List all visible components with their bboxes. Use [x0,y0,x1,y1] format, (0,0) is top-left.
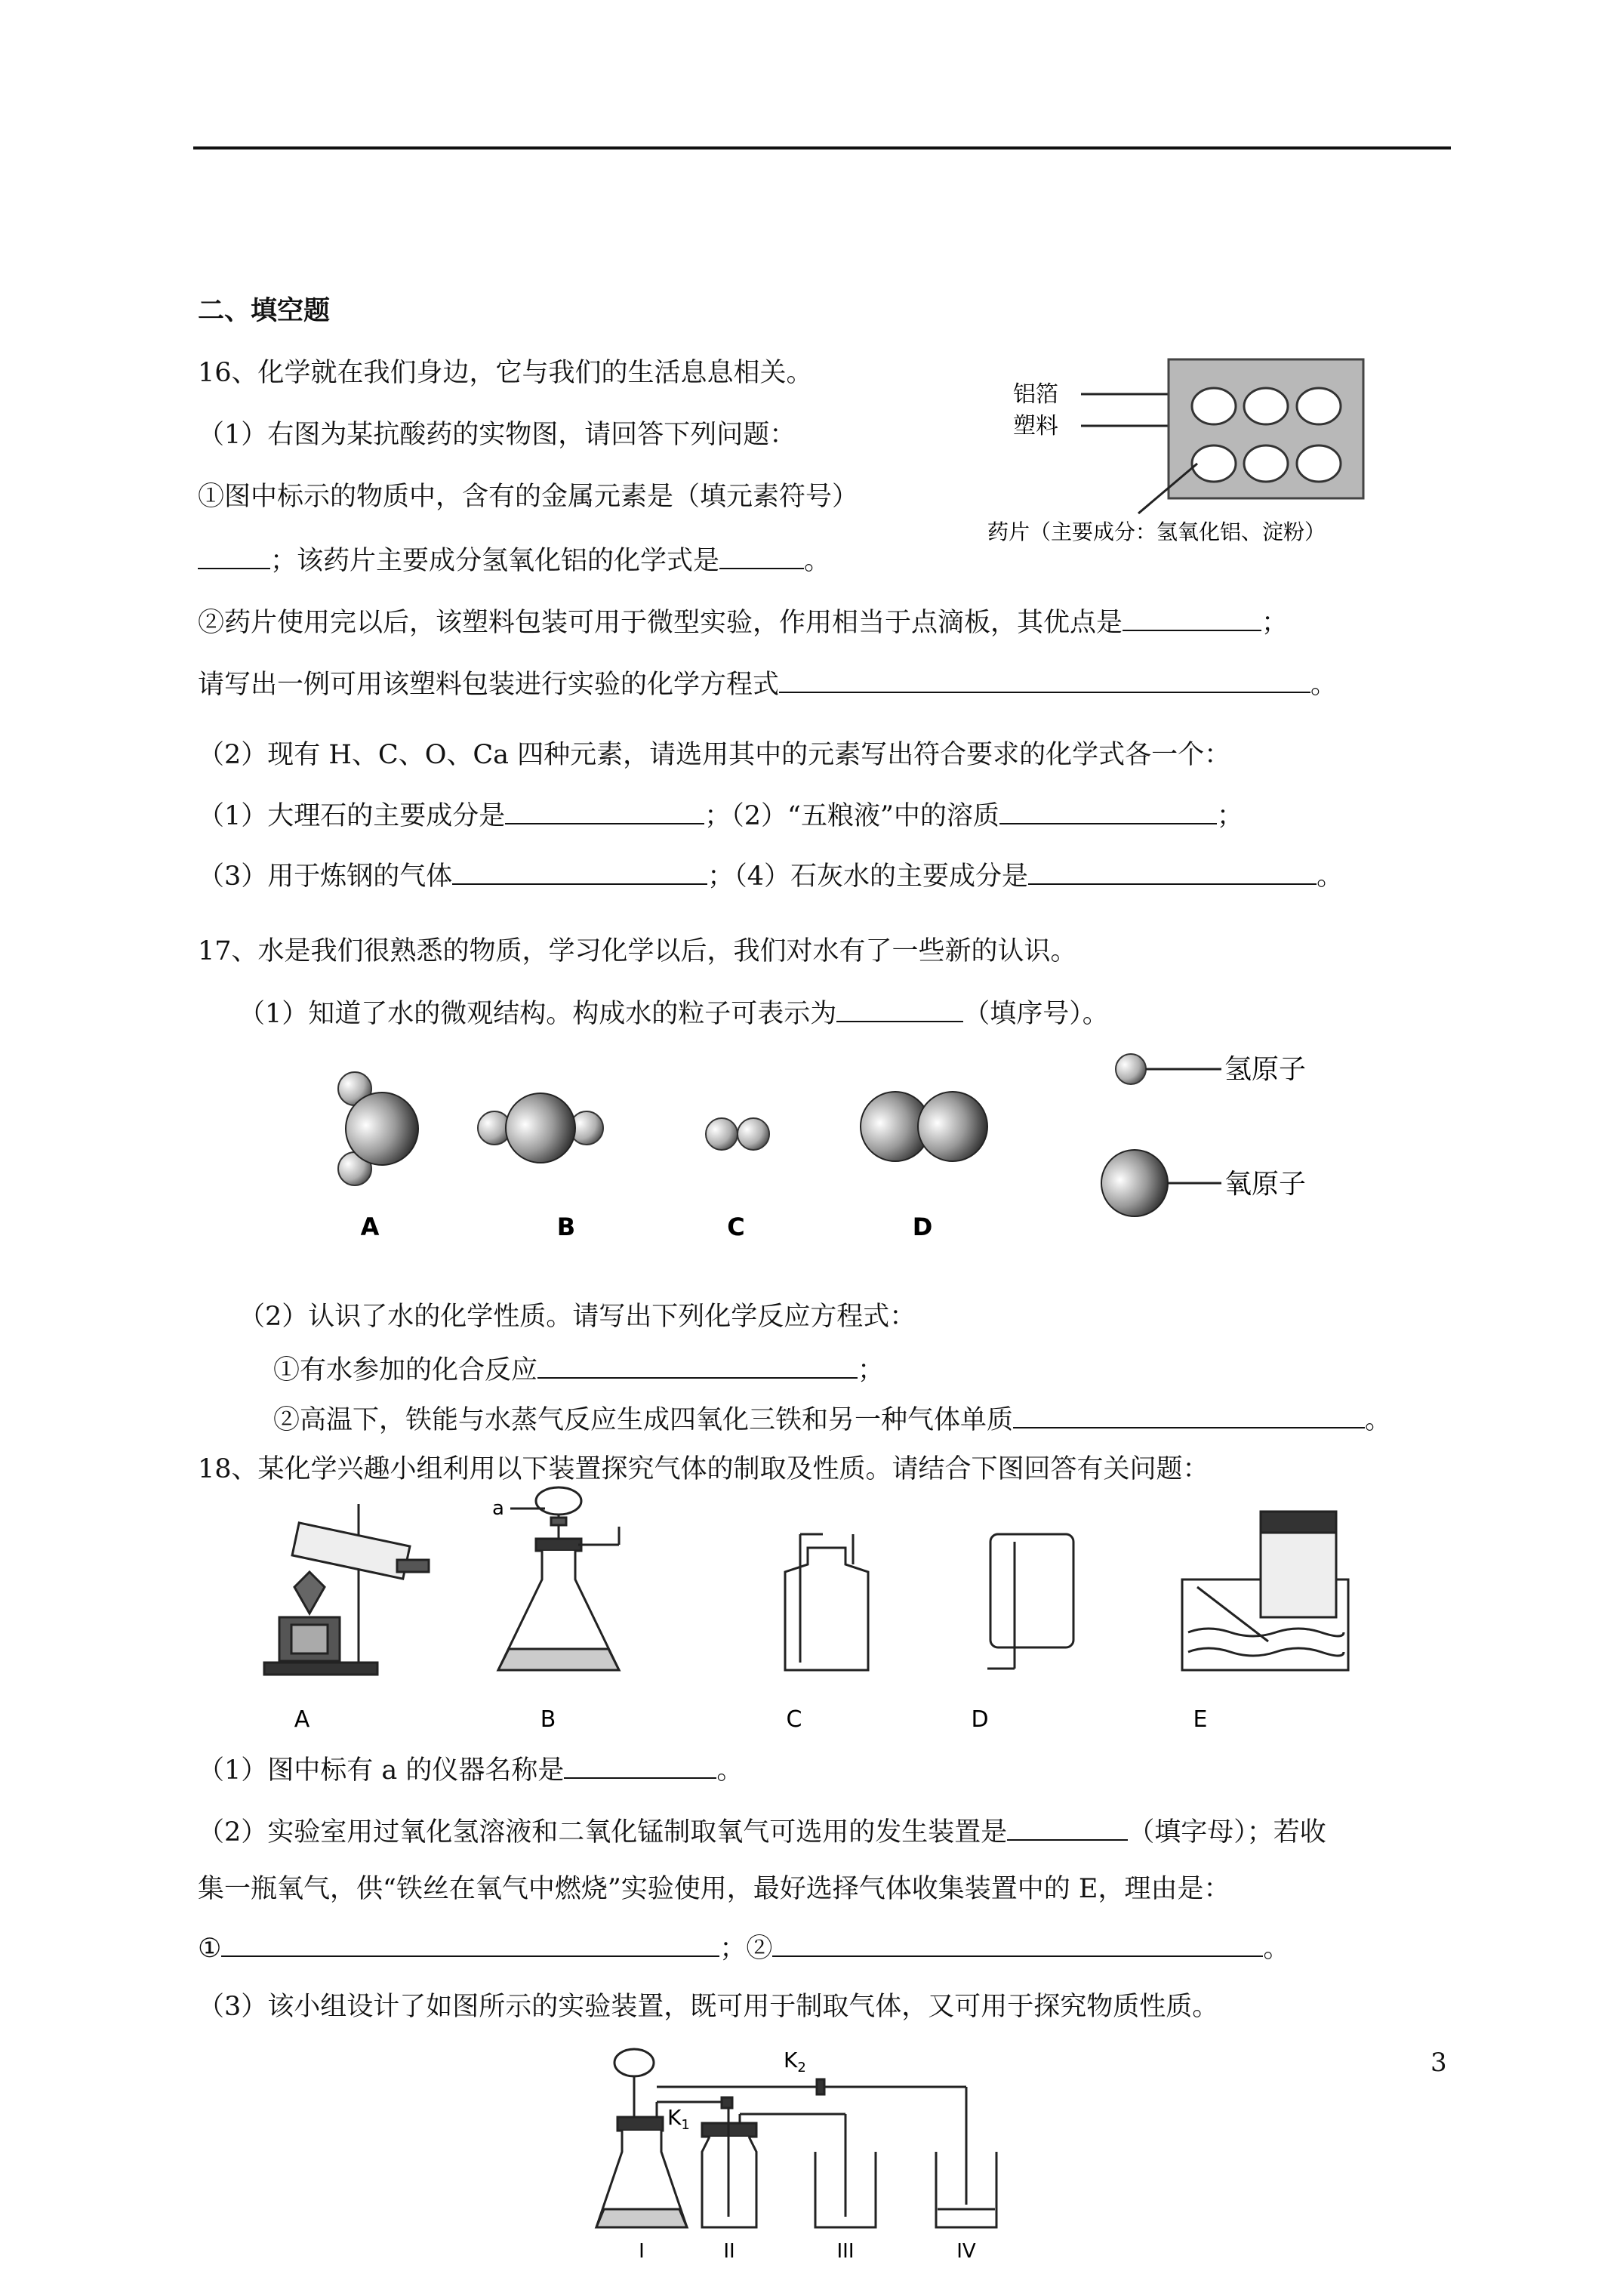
q18-part2-reasons: ① ；② 。 [198,1930,1289,1965]
apparatus-e [1182,1512,1348,1670]
q17-stem: 17、水是我们很熟悉的物质，学习化学以后，我们对水有了一些新的认识。 [198,936,1077,966]
q18-part3: （3）该小组设计了如图所示的实验装置，既可用于制取气体，又可用于探究物质性质。 [198,1992,1219,2022]
q18-part1: （1）图中标有 a 的仪器名称是 。 [198,1752,743,1787]
q17-item2: ②高温下，铁能与水蒸气反应生成四氧化三铁和另一种气体单质 。 [273,1401,1391,1437]
answer-blank[interactable] [1013,1401,1365,1428]
q16-part1: （1）右图为某抗酸药的实物图，请回答下列问题： [198,420,796,450]
q16-item1: ①图中标示的物质中，含有的金属元素是（填元素符号） [198,482,859,512]
q17-part1: （1）知道了水的微观结构。构成水的粒子可表示为 （填序号）。 [239,995,1109,1031]
apparatus-b-label: B [540,1706,556,1733]
valve-k2-label: $K_2$ [784,2048,806,2076]
q16-item3: 请写出一例可用该塑料包装进行实验的化学方程式 。 [198,666,1337,701]
molecule-b [506,1093,575,1163]
water-molecule-figure [302,1034,1404,1271]
q16-item1-cont: ；该药片主要成分氢氧化铝的化学式是 。 [198,542,830,578]
answer-blank[interactable] [537,1351,858,1379]
instrument-a-marker: a [492,1497,504,1520]
legend-hydrogen-atom [1116,1054,1146,1084]
combined-apparatus-figure [589,2039,1012,2268]
answer-blank[interactable] [719,542,804,569]
legend-oxygen-label: 氧原子 [1224,1169,1307,1200]
device-2-label: II [723,2240,735,2263]
option-a-label: A [360,1213,380,1241]
q16-sub34: （3）用于炼钢的气体 ；（4）石灰水的主要成分是 。 [198,858,1343,893]
apparatus-a-label: A [294,1706,310,1733]
blister-caption: 药片（主要成分：氢氧化铝、淀粉） [987,519,1326,544]
q18-part2-cont: 集一瓶氧气，供“铁丝在氧气中燃烧”实验使用，最好选择气体收集装置中的 E，理由是： [198,1874,1230,1904]
q16-part2: （2）现有 H、C、O、Ca 四种元素，请选用其中的元素写出符合要求的化学式各一个： [198,740,1231,770]
answer-blank[interactable] [198,542,270,569]
q18-stem: 18、某化学兴趣小组利用以下装置探究气体的制取及性质。请结合下图回答有关问题： [198,1454,1209,1484]
answer-blank[interactable] [505,797,704,824]
apparatus-b [498,1487,619,1670]
apparatus-a [264,1504,429,1675]
legend-hydrogen-label: 氢原子 [1224,1054,1307,1085]
apparatus-d [987,1534,1073,1669]
answer-blank[interactable] [452,858,707,885]
answer-blank[interactable] [836,995,963,1022]
device-3-label: III [836,2240,855,2263]
answer-blank[interactable] [772,1930,1263,1957]
answer-blank[interactable] [221,1930,719,1957]
answer-blank[interactable] [1007,1814,1128,1841]
label-plastic: 塑料 [1013,413,1058,439]
answer-blank[interactable] [999,797,1217,824]
option-d-label: D [912,1213,933,1241]
answer-blank[interactable] [779,666,1310,693]
q18-part2: （2）实验室用过氧化氢溶液和二氧化锰制取氧气可选用的发生装置是 （填字母）；若收 [198,1814,1326,1849]
molecule-c [706,1118,738,1150]
apparatus-figure [249,1481,1366,1741]
device-1-label: I [639,2240,645,2263]
q17-part2: （2）认识了水的化学性质。请写出下列化学反应方程式： [239,1302,916,1332]
option-b-label: B [556,1213,576,1241]
page-number: 3 [1431,2048,1447,2078]
answer-blank[interactable] [564,1752,716,1779]
device-4-label: IV [956,2240,976,2263]
q16-stem: 16、化学就在我们身边，它与我们的生活息息相关。 [198,358,813,388]
section-heading: 二、填空题 [198,295,331,326]
q17-item1: ①有水参加的化合反应 ； [273,1351,884,1387]
legend-oxygen-atom [1101,1150,1168,1216]
apparatus-c-label: C [786,1706,802,1733]
apparatus-c [785,1534,868,1670]
label-foil: 铝箔 [1013,381,1058,408]
apparatus-d-label: D [971,1706,989,1733]
apparatus-e-label: E [1193,1706,1208,1733]
blister-pack-figure [981,346,1374,560]
option-c-label: C [727,1213,745,1241]
q16-sub12: （1）大理石的主要成分是 ；（2）“五粮液”中的溶质 ； [198,797,1243,833]
molecule-a [346,1093,418,1165]
answer-blank[interactable] [1028,858,1317,885]
answer-blank[interactable] [1123,604,1261,631]
q16-item2: ②药片使用完以后，该塑料包装可用于微型实验，作用相当于点滴板，其优点是 ； [198,604,1288,639]
header-rule [193,146,1451,149]
valve-k1-label: $K_1$ [667,2105,690,2133]
